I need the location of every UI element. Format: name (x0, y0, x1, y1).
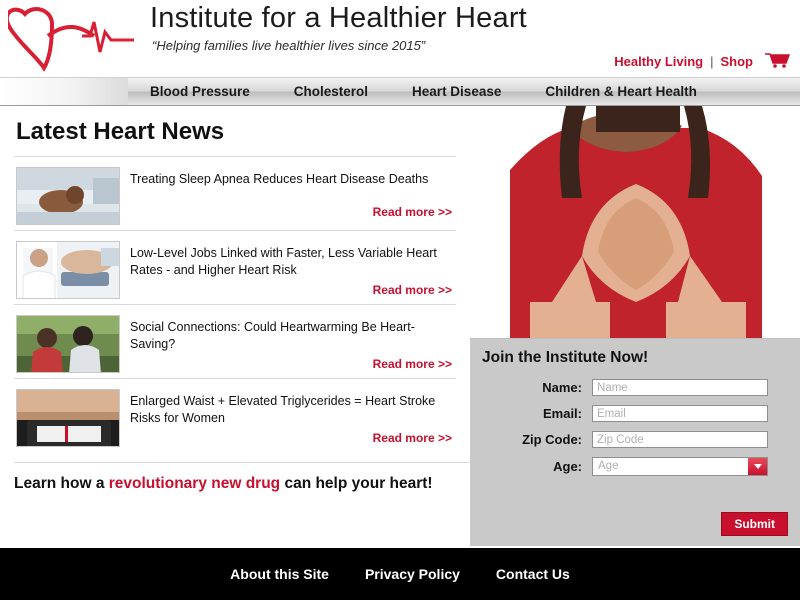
read-more-link[interactable]: Read more >> (372, 205, 452, 219)
latest-news-section (0, 106, 470, 546)
woman-sleeping-in-bed-photo[interactable] (16, 167, 120, 225)
form-row-name (470, 379, 800, 396)
nav-shop[interactable]: Shop (720, 54, 753, 69)
shopping-cart-icon[interactable] (764, 52, 790, 71)
nav-spacer (0, 78, 128, 105)
site-tagline: “Helping families live healthier lives since 2015” (152, 38, 426, 53)
footer-link-privacy[interactable]: Privacy Policy (364, 566, 460, 582)
promo-text-before: Learn how a (14, 475, 109, 492)
footer-link-contact[interactable]: Contact Us (495, 566, 570, 582)
form-row-age (470, 457, 800, 476)
zip-code-label: Zip Code: (522, 432, 582, 447)
form-row-email (470, 405, 800, 422)
nav-item-heart-disease[interactable] (390, 78, 523, 105)
site-footer (0, 548, 800, 600)
news-headline[interactable]: Enlarged Waist + Elevated Triglycerides = Heart Stroke Risks for Women (130, 394, 436, 425)
nav-healthy-living[interactable]: Healthy Living (614, 54, 704, 69)
nav-item-cholesterol[interactable] (272, 78, 390, 105)
heart-ecg-logo[interactable] (8, 2, 138, 76)
nav-item-label: Blood Pressure (150, 84, 250, 99)
utility-nav (614, 52, 790, 71)
main-nav (0, 78, 800, 106)
link-separator: | (710, 54, 714, 69)
age-select[interactable] (592, 457, 768, 476)
submit-button[interactable]: Submit (721, 512, 788, 536)
footer-link-about[interactable]: About this Site (230, 566, 329, 582)
age-label: Age: (553, 459, 582, 474)
list-item (14, 304, 456, 378)
nav-item-label: Cholesterol (293, 84, 369, 99)
list-item (14, 378, 456, 452)
zip-code-field[interactable] (592, 431, 768, 448)
list-item (14, 230, 456, 304)
nav-item-label: Heart Disease (412, 84, 502, 99)
news-headline[interactable]: Treating Sleep Apnea Reduces Heart Disease Deaths (130, 172, 429, 186)
section-heading: Latest Heart News (16, 118, 225, 145)
nav-item-children-heart-health[interactable] (523, 78, 719, 105)
promo-text-after: can help your heart! (280, 475, 433, 492)
doctor-taking-blood-pressure-photo[interactable] (16, 241, 120, 299)
read-more-link[interactable]: Read more >> (372, 282, 452, 297)
nav-item-label: Children & Heart Health (545, 84, 697, 99)
name-label: Name: (542, 380, 582, 395)
form-row-zip (470, 431, 800, 448)
page-title: Institute for a Healthier Heart (150, 2, 527, 34)
main-content (0, 106, 800, 546)
site-header (0, 0, 800, 78)
name-field[interactable] (592, 379, 768, 396)
read-more-link[interactable]: Read more >> (372, 430, 452, 445)
news-headline[interactable]: Social Connections: Could Heartwarming Be Heart-Saving? (130, 320, 415, 351)
signup-panel (470, 338, 800, 546)
email-label: Email: (542, 406, 582, 421)
list-item (14, 156, 456, 230)
news-headline[interactable]: Low-Level Jobs Linked with Faster, Less Variable Heart Rates - and Higher Heart Risk (130, 246, 437, 277)
age-select-value: Age (598, 460, 619, 472)
signup-heading: Join the Institute Now! (482, 349, 649, 366)
read-more-link[interactable]: Read more >> (372, 356, 452, 371)
nav-item-blood-pressure[interactable] (128, 78, 272, 105)
woman-making-heart-shape-with-hands-photo (470, 106, 800, 338)
two-women-talking-outdoors-photo[interactable] (16, 315, 120, 373)
promo-banner[interactable] (14, 462, 470, 493)
promo-highlight-link[interactable]: revolutionary new drug (108, 475, 281, 492)
email-field[interactable] (592, 405, 768, 422)
chevron-down-icon[interactable] (748, 458, 767, 475)
measuring-waist-scale-photo[interactable] (16, 389, 120, 447)
